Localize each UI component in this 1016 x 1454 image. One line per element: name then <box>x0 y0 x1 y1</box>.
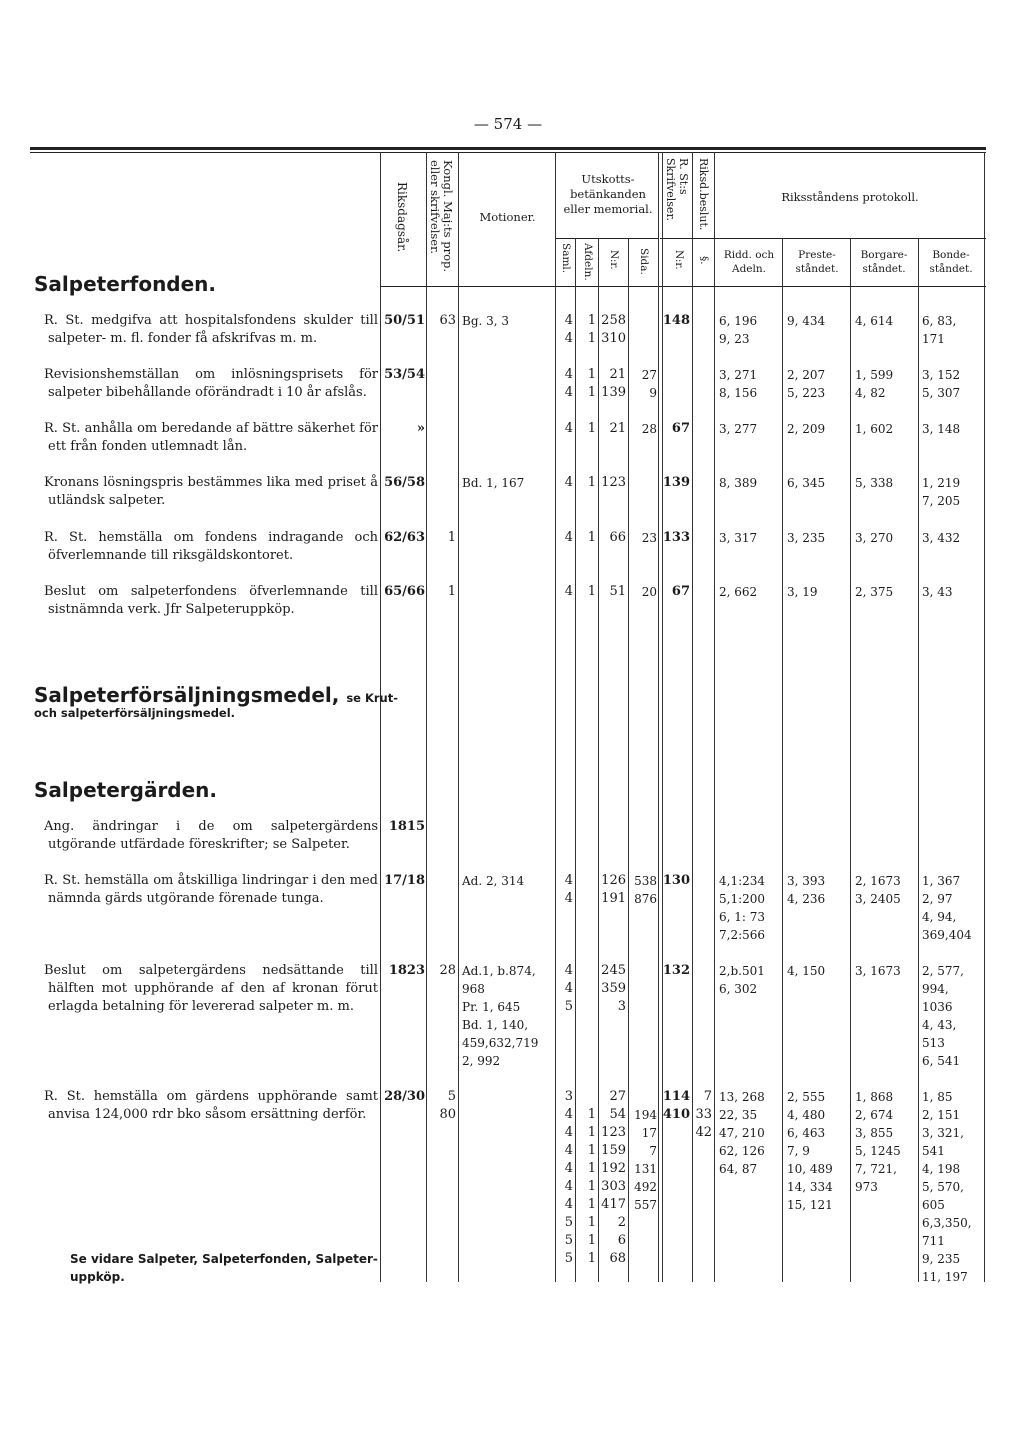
bonde-cell: 3, 432 <box>922 531 961 545</box>
borg-cell: 2, 1673 3, 2405 <box>855 874 901 906</box>
entry-description: R. St. medgifva att hospitalsfondens skulder till salpeter- m. fl. fonder få afskrifvas m. m. <box>44 313 378 346</box>
ridd-cell: 3, 271 8, 156 <box>719 368 758 400</box>
saml-cell: 4 4 <box>564 313 573 346</box>
header-beslut-par: §. <box>698 256 710 265</box>
sida-cell: 194 17 7 131 492 557 <box>634 1108 657 1212</box>
borg-cell: 3, 270 <box>855 531 894 545</box>
year-cell: 50/51 <box>384 313 425 328</box>
entry-description: R. St. anhålla om beredande af bättre säkerhet för ett från fonden utlemnadt lån. <box>44 421 378 454</box>
afdeln-cell: 1 <box>587 421 596 436</box>
saml-cell: 4 4 5 <box>564 963 573 1014</box>
sida-cell: 28 <box>641 422 657 436</box>
afdeln-cell: 1 <box>587 530 596 545</box>
header-afdeln: Afdeln. <box>582 243 594 281</box>
prop-cell: 63 <box>439 313 456 328</box>
header-rsts: R. St:s Skrifvelser. <box>664 158 690 221</box>
motion-cell: Ad.1, b.874, 968 Pr. 1, 645 Bd. 1, 140, 459,632,719 2, 992 <box>462 964 539 1068</box>
header-utskott: Utskotts- betänkanden eller memorial. <box>563 172 653 216</box>
saml-cell: 4 4 <box>564 873 573 906</box>
prop-cell: 28 <box>439 963 456 978</box>
header-sida: Sida. <box>638 248 650 275</box>
afdeln-cell: 1 1 <box>587 313 596 346</box>
nr-cell: 51 <box>609 584 626 599</box>
entry-description: R. St. hemställa om gärdens upphörande samt anvisa 124,000 rdr bko såsom ersättning derför. <box>44 1089 378 1122</box>
borg-cell: 1, 599 4, 82 <box>855 368 894 400</box>
bonde-cell: 1, 367 2, 97 4, 94, 369,404 <box>922 874 972 942</box>
col-line <box>850 238 851 1282</box>
col-line <box>458 152 459 1282</box>
afdeln-cell: 1 <box>587 475 596 490</box>
prop-cell: 5 80 <box>439 1089 456 1122</box>
header-bottom-rule <box>380 286 986 287</box>
section-title <box>34 683 398 707</box>
prest-cell: 3, 393 4, 236 <box>787 874 826 906</box>
entry-description: Revisionshemställan om inlösningsprisets för salpeter bibehållande oförändradt i 10 år afslås. <box>44 367 378 400</box>
col-line <box>918 238 919 1282</box>
ridd-cell: 3, 317 <box>719 531 758 545</box>
nr-cell: 21 <box>609 421 626 436</box>
prest-cell: 4, 150 <box>787 964 826 978</box>
section-title-text: Salpeterförsäljningsmedel, <box>34 683 340 707</box>
subheader-rule-2 <box>660 238 715 239</box>
header-rsts-nr: N:r. <box>673 250 685 270</box>
entry-description: Ang. ändringar i de om salpetergärdens utgörande utfärdade föreskrifter; se Salpeter. <box>44 819 378 852</box>
nr-cell: 245 359 3 <box>601 963 626 1014</box>
prest-cell: 3, 19 <box>787 585 818 599</box>
year-cell: 62/63 <box>384 530 425 545</box>
rsts-nr-cell: 139 <box>662 475 690 490</box>
col-line <box>984 152 985 1282</box>
bonde-cell: 3, 152 5, 307 <box>922 368 961 400</box>
ridd-cell: 13, 268 22, 35 47, 210 62, 126 64, 87 <box>719 1090 765 1176</box>
saml-cell: 4 4 <box>564 367 573 400</box>
top-rule-thin <box>30 152 986 153</box>
bonde-cell: 3, 43 <box>922 585 953 599</box>
header-saml: Saml. <box>560 243 572 274</box>
rsts-nr-cell: 133 <box>662 530 690 545</box>
prest-cell: 2, 207 5, 223 <box>787 368 826 400</box>
col-line <box>658 152 659 1282</box>
rsts-nr-cell: 67 <box>671 584 690 599</box>
top-rule <box>30 147 986 150</box>
header-beslut: Riksd.beslut. <box>697 158 710 231</box>
rsts-nr-cell: 67 <box>671 421 690 436</box>
header-prest: Preste- ståndet. <box>795 249 839 275</box>
rsts-nr-cell: 148 <box>662 313 690 328</box>
year-cell: » <box>416 421 425 436</box>
beslut-cell: 7 33 42 <box>695 1089 712 1140</box>
borg-cell: 5, 338 <box>855 476 894 490</box>
nr-cell: 21 139 <box>601 367 626 400</box>
year-cell: 56/58 <box>384 475 425 490</box>
see-also-note: Se vidare Salpeter, Salpeterfonden, Salpeter- uppköp. <box>70 1252 378 1284</box>
subheader-rule <box>555 238 658 239</box>
year-cell: 1815 <box>388 819 425 834</box>
header-ridd: Ridd. och Adeln. <box>723 249 775 275</box>
year-cell: 65/66 <box>384 584 425 599</box>
prest-cell: 6, 345 <box>787 476 826 490</box>
nr-cell: 126 191 <box>601 873 626 906</box>
saml-cell: 4 <box>564 421 573 436</box>
afdeln-cell: 1 1 <box>587 367 596 400</box>
ridd-cell: 8, 389 <box>719 476 758 490</box>
entry-description: R. St. hemställa om fondens indragande och öfverlemnande till riksgäldskontoret. <box>44 530 378 563</box>
section-subline: och salpeterförsäljningsmedel. <box>34 706 236 720</box>
borg-cell: 1, 868 2, 674 3, 855 5, 1245 7, 721, 973 <box>855 1090 901 1194</box>
nr-cell: 123 <box>601 475 626 490</box>
sida-cell: 20 <box>641 585 657 599</box>
bonde-cell: 1, 219 7, 205 <box>922 476 961 508</box>
header-riksdagsar: Riksdagsår. <box>395 182 409 253</box>
page-number: — 574 — <box>473 115 543 133</box>
ridd-cell: 3, 277 <box>719 422 758 436</box>
ridd-cell: 4,1:234 5,1:200 6, 1: 73 7,2:566 <box>719 874 766 942</box>
motion-cell: Bd. 1, 167 <box>462 476 525 490</box>
entry-description: R. St. hemställa om åtskilliga lindringar i den med nämnda gärds utgörande förenade tunga. <box>44 873 378 906</box>
header-nr: N:r. <box>608 250 620 270</box>
saml-cell: 4 <box>564 475 573 490</box>
saml-cell: 3 4 4 4 4 4 4 5 5 5 <box>564 1089 573 1266</box>
entry-description: Kronans lösningspris bestämmes lika med priset å utländsk salpeter. <box>44 475 378 508</box>
sida-cell: 538 876 <box>634 874 657 906</box>
entry-description: Beslut om salpetergärdens nedsättande till hälften mot upphörande af den af kronan förut erlagda betalning för levererad salpeter m. m. <box>44 963 378 1014</box>
afdeln-cell: 1 1 1 1 1 1 1 1 1 <box>587 1107 596 1266</box>
col-line <box>714 152 715 1282</box>
sida-cell: 27 9 <box>641 368 657 400</box>
ridd-cell: 6, 196 9, 23 <box>719 314 758 346</box>
rsts-nr-cell: 132 <box>662 963 690 978</box>
header-protokoll: Riksståndens protokoll. <box>781 190 919 204</box>
prest-cell: 2, 555 4, 480 6, 463 7, 9 10, 489 14, 334 15, 121 <box>787 1090 833 1212</box>
prop-cell: 1 <box>447 530 456 545</box>
nr-cell: 27 54 123 159 192 303 417 2 6 68 <box>601 1089 626 1266</box>
borg-cell: 2, 375 <box>855 585 894 599</box>
afdeln-cell: 1 <box>587 584 596 599</box>
prest-cell: 3, 235 <box>787 531 826 545</box>
year-cell: 17/18 <box>384 873 425 888</box>
borg-cell: 1, 602 <box>855 422 894 436</box>
motion-cell: Bg. 3, 3 <box>462 314 510 328</box>
prest-cell: 2, 209 <box>787 422 826 436</box>
header-bonde: Bonde- ståndet. <box>929 249 973 275</box>
sida-cell: 23 <box>641 531 657 545</box>
prest-cell: 9, 434 <box>787 314 826 328</box>
ridd-cell: 2, 662 <box>719 585 758 599</box>
nr-cell: 66 <box>609 530 626 545</box>
bonde-cell: 1, 85 2, 151 3, 321, 541 4, 198 5, 570, 605 6,3,350, 711 9, 235 11, 197 <box>922 1090 972 1284</box>
year-cell: 53/54 <box>384 367 425 382</box>
header-motioner: Motioner. <box>479 210 536 224</box>
rsts-nr-cell: 130 <box>662 873 690 888</box>
header-prop: Kongl. Maj:ts prop. eller skrifvelser. <box>428 160 455 273</box>
bonde-cell: 6, 83, 171 <box>922 314 957 346</box>
col-line <box>782 238 783 1282</box>
borg-cell: 3, 1673 <box>855 964 901 978</box>
header-borg: Borgare- ståndet. <box>860 249 908 275</box>
rsts-nr-cell: 114 410 <box>662 1089 690 1122</box>
motion-cell: Ad. 2, 314 <box>462 874 525 888</box>
entry-description: Beslut om salpeterfondens öfverlemnande till sistnämnda verk. Jfr Salpeteruppköp. <box>44 584 378 617</box>
bonde-cell: 2, 577, 994, 1036 4, 43, 513 6, 541 <box>922 964 964 1068</box>
bonde-cell: 3, 148 <box>922 422 961 436</box>
section-title: Salpeterfonden. <box>34 272 217 296</box>
year-cell: 28/30 <box>384 1089 425 1104</box>
year-cell: 1823 <box>388 963 425 978</box>
prop-cell: 1 <box>447 584 456 599</box>
ridd-cell: 2,b.501 6, 302 <box>719 964 765 996</box>
borg-cell: 4, 614 <box>855 314 894 328</box>
section-title: Salpetergärden. <box>34 778 218 802</box>
nr-cell: 258 310 <box>601 313 626 346</box>
saml-cell: 4 <box>564 584 573 599</box>
saml-cell: 4 <box>564 530 573 545</box>
section-see: se Krut- <box>346 691 399 705</box>
